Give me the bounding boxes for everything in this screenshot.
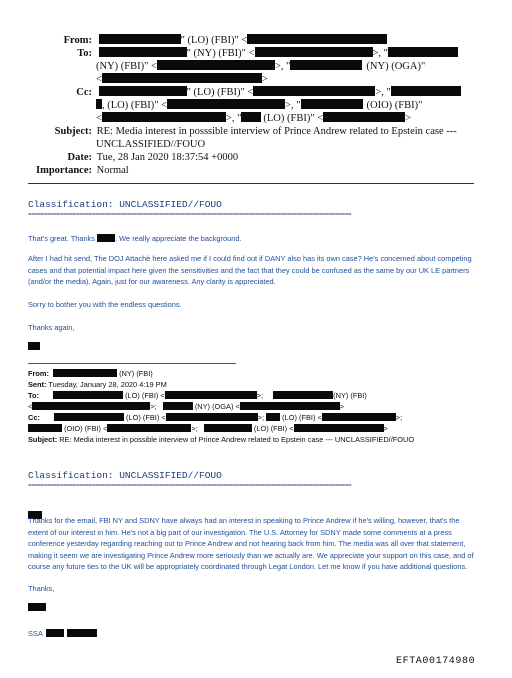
subject-value: RE: Media interest in possible interview of Prince Andrew related to Epstein case --- UNCLASSIFIED//FOUO: [59, 435, 415, 444]
redaction: [67, 629, 97, 637]
message2-p1: Thanks for the email, FBI NY and SDNY have always had an interest in speaking to Prince Andrew if he's willing, however, that's the extent of our interest in him. He's not a big part of our investigation. The U.S. Attorney for SDNY made some comments at a press conference yesterday regarding reaching out to Prince Andrew and not hearing back from him. The media was all over that statement, making it seem we are investigating Prince Andrew more seriously than we actually are. We appreciate your support on this case, and of course any future ties to the UK will be appropriately coordinated through Legat London. Let me know if you have additional questions.: [28, 516, 474, 571]
document-id: EFTA00174980: [396, 656, 476, 667]
classification-banner: Classification: UNCLASSIFIED//FOUO: [28, 199, 222, 210]
from-label: From:: [28, 369, 49, 378]
header-date-row: [28, 151, 238, 164]
header2-to-row-1: [28, 390, 367, 401]
message1-p2: After I had hit send, The DOJ Attaché here asked me if I could find out if DANY also has its own case? He's concerned about competing cases and that potential impact here given the sensitivities and the fact that they could be confused as the same by our UK LE partners (and/or the media). Again, just for our awareness. Any clarity is appreciated.: [28, 254, 472, 286]
header2-sent-row: [28, 379, 167, 390]
redaction: [301, 99, 363, 109]
redaction: [107, 424, 191, 432]
header2-to-row-2: [28, 401, 344, 412]
cc-text: >, ": [285, 100, 301, 111]
to-text: (NY) (FBI): [333, 391, 367, 400]
to-text: <: [96, 74, 102, 85]
cc-label: Cc:: [28, 413, 40, 422]
redaction: [322, 413, 396, 421]
redaction: [97, 234, 115, 242]
cc-label: Cc:: [76, 87, 92, 98]
header-cc-row-1: [28, 86, 461, 99]
to-text: (NY) (OGA) <: [194, 402, 240, 411]
cc-text: (LO) (FBI)" <: [263, 113, 324, 124]
header-to-row-1: [28, 47, 458, 60]
cc-text: >;: [191, 424, 198, 433]
reply-divider: [28, 363, 236, 364]
message1-p3: Sorry to bother you with the endless questions.: [28, 300, 182, 309]
redaction: [240, 402, 340, 410]
to-label: To:: [77, 48, 92, 59]
message-text: . We really appreciate the background.: [115, 234, 242, 243]
redaction: [99, 47, 187, 57]
cc-text: <: [96, 113, 102, 124]
signature-title: SSA: [28, 629, 43, 638]
redaction: [53, 391, 123, 399]
redaction: [255, 47, 373, 57]
header2-subject-row: [28, 434, 414, 445]
redaction: [241, 112, 261, 122]
classification-banner: Classification: UNCLASSIFIED//FOUO: [28, 470, 222, 481]
to-text: >, ": [372, 48, 388, 59]
signature-redaction: [28, 336, 40, 354]
cc-text: >: [383, 424, 388, 433]
to-text: >: [261, 74, 268, 85]
cc-text: (LO) (FBI) <: [126, 413, 166, 422]
redaction: [28, 424, 62, 432]
redaction: [323, 112, 405, 122]
redaction: [102, 112, 226, 122]
redaction: [46, 629, 64, 637]
header-to-row-2: [96, 60, 425, 73]
redaction: [167, 99, 285, 109]
redaction: [32, 402, 150, 410]
redaction: [266, 413, 280, 421]
header-cc-row-3: [96, 112, 411, 125]
header2-cc-row-2: [28, 423, 388, 434]
separator-line: =====================================================================================================: [28, 482, 352, 489]
redaction: [165, 391, 257, 399]
redaction: [391, 86, 461, 96]
redaction: [294, 424, 384, 432]
from-text: " (LO) (FBI)" <: [180, 35, 248, 46]
redaction: [290, 60, 362, 70]
header-from-row: [28, 34, 387, 47]
to-text: >;: [150, 402, 157, 411]
to-text: >;: [256, 391, 264, 400]
redaction: [53, 369, 117, 377]
header2-from-row: [28, 368, 153, 379]
message1-p1: [28, 233, 241, 245]
cc-text: (OIO) (FBI)": [366, 100, 423, 111]
cc-text: (LO) (FBI) <: [282, 413, 322, 422]
redaction: [388, 47, 458, 57]
redaction: [99, 86, 187, 96]
separator-line: =====================================================================================================: [28, 211, 352, 218]
header-subject-row: [28, 125, 457, 138]
header-divider: [28, 183, 474, 184]
cc-text: >, ": [375, 87, 391, 98]
cc-text: >: [405, 113, 412, 124]
importance-value: Normal: [96, 165, 129, 176]
message-text: That's great. Thanks: [28, 234, 96, 243]
redaction: [99, 34, 181, 44]
to-text: >: [339, 402, 345, 411]
subject-line-2: UNCLASSIFIED//FOUO: [96, 139, 206, 150]
to-text: <: [28, 402, 33, 411]
subject-line-1: RE: Media interest in posssible interview of Prince Andrew related to Epstein case ---: [96, 126, 457, 137]
signature-line: [28, 628, 97, 640]
header-importance-row: [28, 164, 129, 177]
from-text: (NY) (FBI): [119, 369, 153, 378]
to-text: " (NY) (FBI)" <: [186, 48, 255, 59]
to-label: To:: [28, 391, 39, 400]
redaction: [247, 34, 387, 44]
cc-text: >;: [257, 413, 265, 422]
redaction: [163, 402, 193, 410]
sent-label: Sent:: [28, 380, 47, 389]
redaction: [28, 603, 46, 611]
cc-text: (LO) (FBI) <: [253, 424, 294, 433]
subject-label: Subject:: [28, 435, 58, 444]
to-text: >, ": [274, 61, 291, 72]
cc-text: (OIO) (FBI) <: [64, 424, 108, 433]
signature-redaction: [28, 597, 46, 615]
date-value: Tue, 28 Jan 2020 18:37:54 +0000: [96, 152, 239, 163]
redaction: [28, 342, 40, 350]
to-text: (NY) (FBI)" <: [96, 61, 157, 72]
to-text: (NY) (OGA)": [366, 61, 426, 72]
from-label: From:: [63, 35, 92, 46]
redaction: [54, 413, 124, 421]
redaction: [166, 413, 258, 421]
header-to-row-3: [96, 73, 268, 86]
header-subject-row-2: [96, 138, 205, 151]
cc-text: >, ": [225, 113, 242, 124]
redaction: [157, 60, 275, 70]
cc-text: " (LO) (FBI)" <: [186, 87, 254, 98]
cc-text: >;: [395, 413, 403, 422]
header-cc-row-2: [96, 99, 422, 112]
message1-p4: Thanks again,: [28, 323, 75, 332]
to-text: (LO) (FBI) <: [125, 391, 165, 400]
header2-cc-row-1: [28, 412, 402, 423]
cc-text: , (LO) (FBI)" <: [102, 100, 168, 111]
redaction: [273, 391, 333, 399]
message2-p2: Thanks,: [28, 584, 55, 593]
subject-label: Subject:: [54, 126, 92, 137]
redaction: [204, 424, 252, 432]
sent-value: Tuesday, January 28, 2020 4:19 PM: [48, 380, 167, 389]
date-label: Date:: [67, 152, 92, 163]
redaction: [102, 73, 262, 83]
importance-label: Importance:: [36, 165, 92, 176]
redaction: [253, 86, 375, 96]
